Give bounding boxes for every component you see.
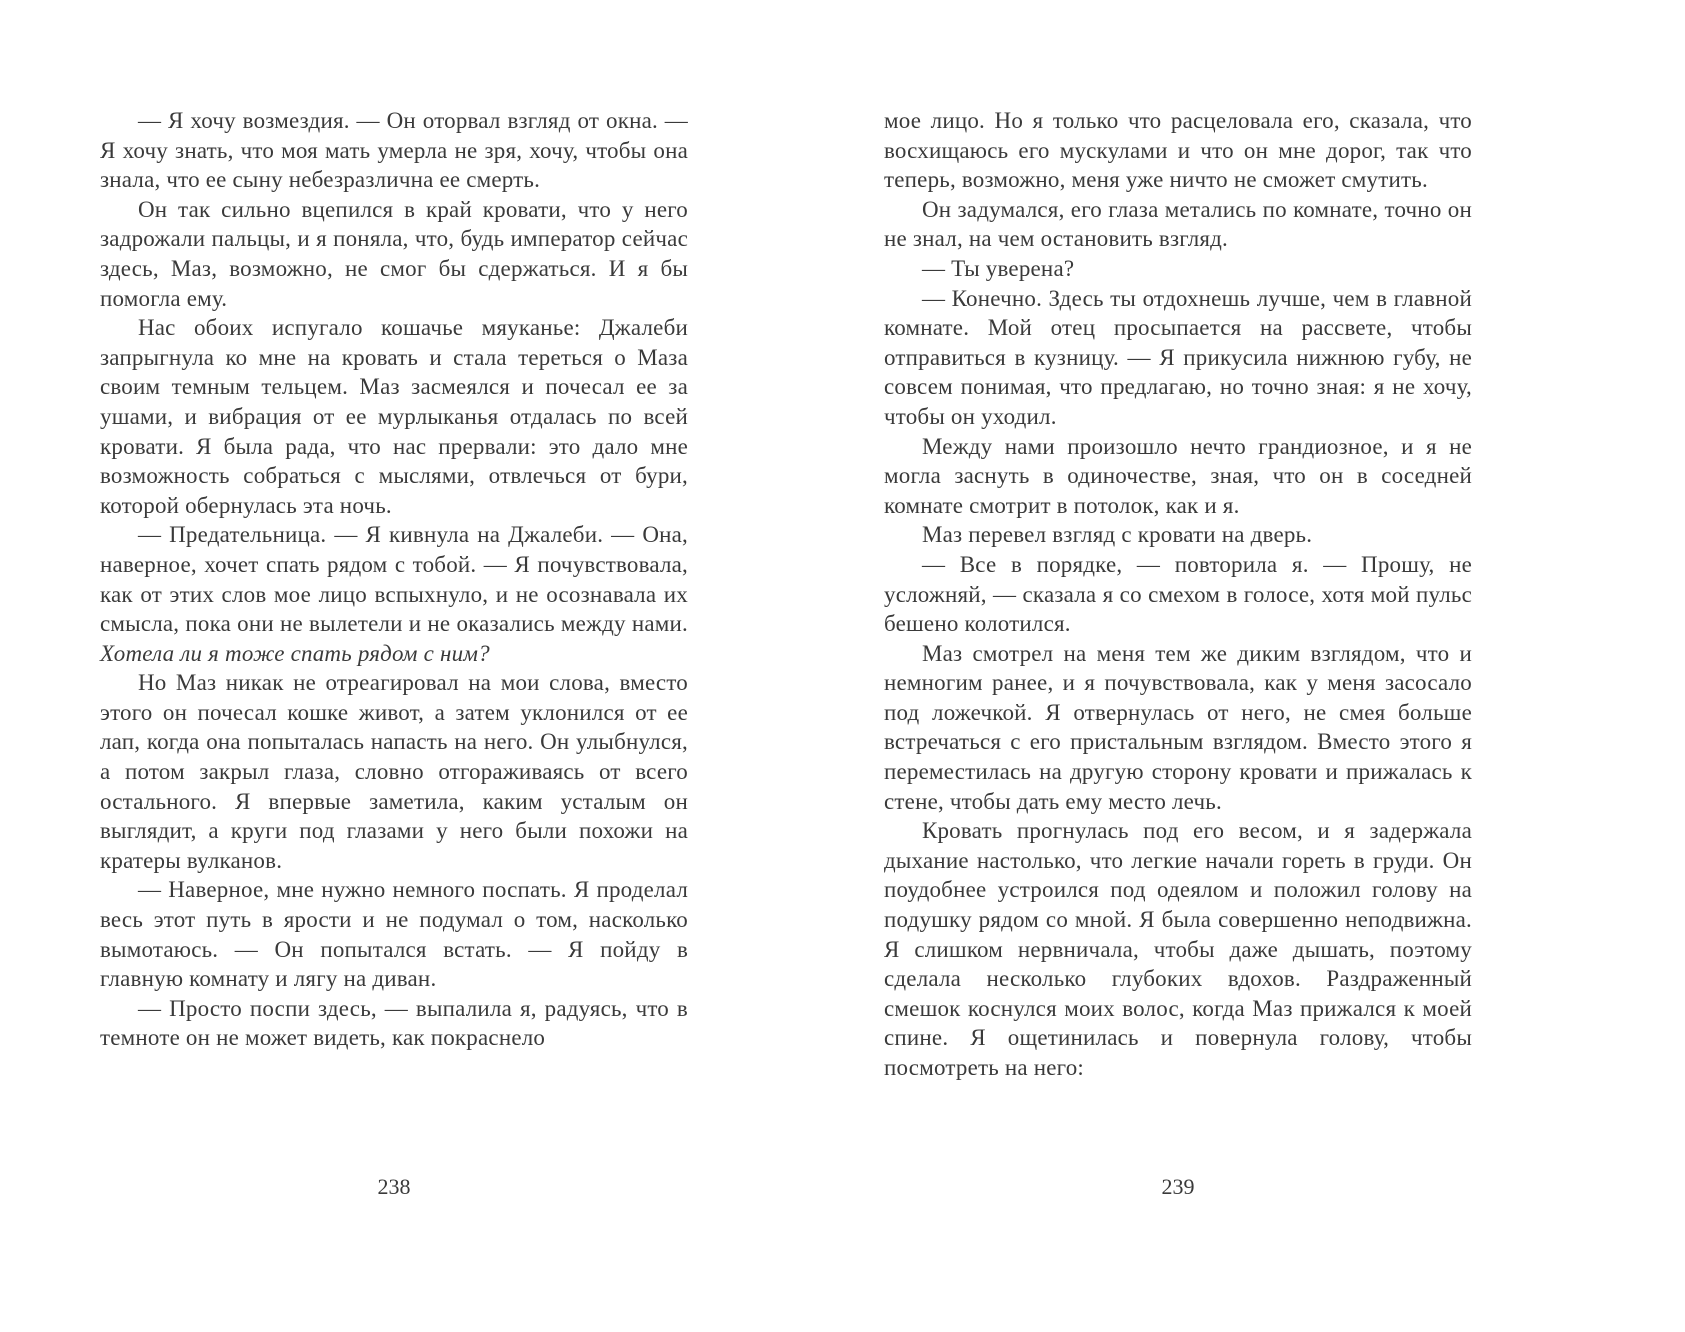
text-run: Нас обоих испугало кошачье мяуканье: Джалеби запрыгнула ко мне на кровать и стала тереться о Маза своим темным тельцем. Маз засмеялся и почесал ее за ушами, и вибрация от ее мурлыканья отдалась по всей кровати. Я была рада, что нас прервали: это дало мне возможность собраться с мыслями, отвлечься от бури, которой обернулась эта ночь. [100,315,688,518]
paragraph [100,313,688,520]
page-right [884,106,1472,1266]
text-run: — Я хочу возмездия. — Он оторвал взгляд от окна. — Я хочу знать, что моя мать умерла не зря, хочу, чтобы она знала, что ее сыну небезразлична ее смерть. [100,108,688,193]
paragraph [884,254,1472,284]
paragraph [884,432,1472,521]
paragraph [884,106,1472,195]
text-run: Он задумался, его глаза метались по комнате, точно он не знал, на чем остановить взгляд. [884,196,1472,252]
text-run: — Все в порядке, — повторила я. — Прошу, не усложняй, — сказала я со смехом в голосе, хотя мой пульс бешено колотился. [884,551,1472,637]
italic-text-run: Хотела ли я тоже спать рядом с ним? [100,640,490,666]
text-run: — Наверное, мне нужно немного поспать. Я проделал весь этот путь в ярости и не подумал о том, насколько вымотаюсь. — Он попытался встать. — Я пойду в главную комнату и лягу на диван. [100,877,688,992]
text-run: — Конечно. Здесь ты отдохнешь лучше, чем в главной комнате. Мой отец просыпается на рассвете, чтобы отправиться в кузницу. — Я прикусила нижнюю губу, не совсем понимая, что предлагаю, но точно зная: я не хочу, чтобы он уходил. [884,285,1472,429]
paragraph [884,195,1472,254]
text-run: — Ты уверена? [921,255,1075,281]
text-run: мое лицо. Но я только что расцеловала его, сказала, что восхищаюсь его мускулами и что он мне дорог, так что теперь, возможно, меня уже ничто не сможет смутить. [884,108,1472,193]
page-number-left: 238 [377,1174,411,1199]
paragraph [100,668,688,875]
paragraph [884,284,1472,432]
paragraph [100,520,688,668]
paragraph [100,195,688,313]
paragraph [100,106,688,195]
paragraph [884,639,1472,817]
paragraph [100,875,688,993]
page-left-text-block [100,106,688,1053]
text-run: Кровать прогнулась под его весом, и я задержала дыхание настолько, что легкие начали гореть в груди. Он поудобнее устроился под одеялом и положил голову на подушку рядом со мной. Я была совершенно неподвижна. Я слишком нервничала, чтобы даже дышать, поэтому сделала несколько глубоких вдохов. Раздраженный смешок коснулся моих волос, когда Маз прижался к моей спине. Я ощетинилась и повернула голову, чтобы посмотреть на него: [884,818,1472,1080]
text-run: — Предательница. — Я кивнула на Джалеби. — Она, наверное, хочет спать рядом с тобой. — Я почувствовала, как от этих слов мое лицо вспыхнуло, и не осознавала их смысла, пока они не вылетели и не оказались между нами. [100,522,688,637]
paragraph [884,816,1472,1082]
text-run: Но Маз никак не отреагировал на мои слова, вместо этого он почесал кошке живот, а затем уклонился от ее лап, когда она попыталась напасть на него. Он улыбнулся, а потом закрыл глаза, словно отгораживаясь от всего остального. Я впервые заметила, каким усталым он выглядит, а круги под глазами у него были похожи на кратеры вулканов. [100,670,688,873]
paragraph [884,550,1472,639]
page-left [100,106,688,1266]
paragraph [100,994,688,1053]
page-right-text-block [884,106,1472,1083]
text-run: Между нами произошло нечто грандиозное, и я не могла заснуть в одиночестве, зная, что он в соседней комнате смотрит в потолок, как и я. [884,433,1472,518]
text-run: Он так сильно вцепился в край кровати, что у него задрожали пальцы, и я поняла, что, будь император сейчас здесь, Маз, возможно, не смог бы сдержаться. И я бы помогла ему. [100,196,688,311]
text-run: — Просто поспи здесь, — выпалила я, радуясь, что в темноте он не может видеть, как покраснело [100,995,688,1051]
paragraph [884,520,1472,550]
text-run: Маз перевел взгляд с кровати на дверь. [921,522,1313,548]
text-run: Маз смотрел на меня тем же диким взглядом, что и немногим ранее, и я почувствовала, как у меня засосало под ложечкой. Я отвернулась от него, не смея больше встречаться с его пристальным взглядом. Вместо этого я переместилась на другую сторону кровати и прижалась к стене, чтобы дать ему место лечь. [884,640,1472,814]
page-number-right: 239 [1161,1174,1195,1199]
